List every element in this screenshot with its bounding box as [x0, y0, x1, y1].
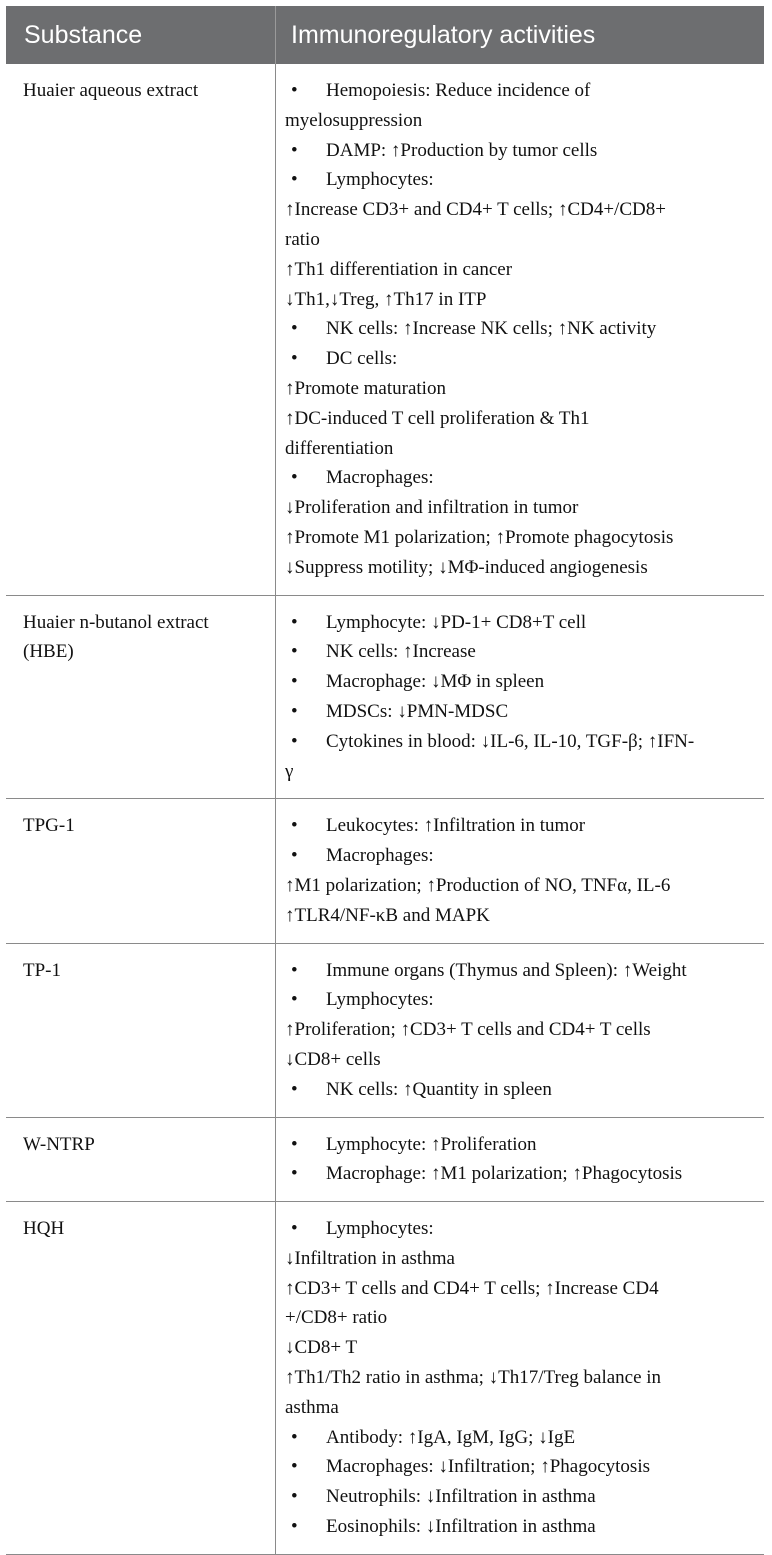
table-header: [6, 6, 764, 64]
activity-text: ↑CD3+ T cells and CD4+ T cells; ↑Increase CD4: [285, 1277, 659, 1299]
activity-text: ↑Th1/Th2 ratio in asthma; ↓Th17/Treg balance in: [285, 1367, 662, 1389]
activity-bullet-item: [285, 1130, 758, 1160]
activity-text: Antibody: ↑IgA, IgM, IgG; ↓IgE: [326, 1426, 576, 1448]
bullet-icon: •: [291, 641, 298, 663]
table-row: [6, 943, 764, 1117]
substance-name: Huaier n-butanol extract: [23, 611, 209, 633]
activity-text: ↑Promote maturation: [285, 377, 446, 399]
activity-text: NK cells: ↑Increase: [326, 641, 476, 663]
activity-bullet-item: [285, 1214, 758, 1244]
activity-text: ↓Suppress motility; ↓MΦ-induced angiogenesis: [285, 556, 648, 578]
activity-detail-line: [285, 1045, 758, 1075]
bullet-icon: •: [291, 169, 298, 191]
activity-detail-line: [285, 1363, 758, 1393]
activities-cell: [276, 596, 764, 799]
bullet-icon: •: [291, 989, 298, 1011]
activity-text: Immune organs (Thymus and Spleen): ↑Weight: [326, 959, 687, 981]
activity-bullet-item: [285, 136, 758, 166]
activity-detail-line: [285, 553, 758, 583]
table-row: [6, 1201, 764, 1554]
bullet-icon: •: [291, 318, 298, 340]
bullet-icon: •: [291, 1133, 298, 1155]
substance-name: W-NTRP: [23, 1133, 95, 1155]
activity-text: Macrophages: ↓Infiltration; ↑Phagocytosis: [326, 1456, 650, 1478]
activity-text: Lymphocyte: ↓PD-1+ CD8+T cell: [326, 611, 587, 633]
immunoregulatory-table: [6, 6, 764, 1555]
activity-text: Lymphocytes:: [326, 1218, 434, 1240]
activity-text: ↑Th1 differentiation in cancer: [285, 258, 513, 280]
substance-name: HQH: [23, 1218, 65, 1240]
activity-bullet-item: [285, 637, 758, 667]
activity-detail-line: [285, 404, 758, 434]
activity-bullet-item: [285, 1512, 758, 1542]
activity-text: Hemopoiesis: Reduce incidence of: [326, 80, 591, 101]
substance-cell: [6, 1118, 276, 1202]
activity-text: NK cells: ↑Quantity in spleen: [326, 1078, 552, 1100]
activity-text: Lymphocytes:: [326, 989, 434, 1011]
bullet-icon: •: [291, 730, 298, 752]
bullet-icon: •: [291, 80, 298, 101]
activity-detail-line: [285, 255, 758, 285]
substance-cell: [6, 944, 276, 1117]
activity-text: ↓CD8+ T: [285, 1337, 358, 1359]
activity-detail-line: [285, 757, 758, 787]
activity-text: DC cells:: [326, 348, 398, 370]
activity-bullet-item: [285, 1482, 758, 1512]
substance-name: (HBE): [23, 641, 74, 663]
activity-text: +/CD8+ ratio: [285, 1307, 388, 1329]
bullet-icon: •: [291, 700, 298, 722]
substance-cell: [6, 799, 276, 942]
activity-text: ↓Infiltration in asthma: [285, 1247, 455, 1269]
activity-text: Macrophages:: [326, 467, 434, 489]
bullet-icon: •: [291, 1456, 298, 1478]
activities-cell: [276, 944, 764, 1117]
table-row: [6, 64, 764, 595]
activity-text: Macrophage: ↑M1 polarization; ↑Phagocytosis: [326, 1163, 683, 1185]
bullet-icon: •: [291, 1516, 298, 1538]
activity-text: ↓CD8+ cells: [285, 1048, 381, 1070]
bullet-icon: •: [291, 959, 298, 981]
activity-bullet-item: [285, 1423, 758, 1453]
substance-cell: [6, 64, 276, 595]
bullet-icon: •: [291, 1426, 298, 1448]
activity-text: γ: [285, 760, 294, 782]
bullet-icon: •: [291, 139, 298, 161]
substance-name: Huaier aqueous extract: [23, 80, 199, 101]
activities-cell: [276, 64, 764, 595]
activity-text: ↓Proliferation and infiltration in tumor: [285, 497, 579, 519]
activities-cell: [276, 1202, 764, 1554]
activity-bullet-item: [285, 463, 758, 493]
activity-text: DAMP: ↑Production by tumor cells: [326, 139, 598, 161]
table-row: [6, 1117, 764, 1202]
bullet-icon: •: [291, 611, 298, 633]
activity-text: Leukocytes: ↑Infiltration in tumor: [326, 815, 586, 837]
bullet-icon: •: [291, 671, 298, 693]
table-row: [6, 595, 764, 799]
activity-text: Macrophages:: [326, 845, 434, 867]
activity-text: Neutrophils: ↓Infiltration in asthma: [326, 1486, 596, 1508]
activity-text: ↑M1 polarization; ↑Production of NO, TNFα, IL-6: [285, 874, 671, 896]
activity-text: Eosinophils: ↓Infiltration in asthma: [326, 1516, 596, 1538]
activities-cell: [276, 799, 764, 942]
activity-detail-line: [285, 106, 758, 136]
activity-detail-line: [285, 1393, 758, 1423]
activity-bullet-item: [285, 667, 758, 697]
bullet-icon: •: [291, 845, 298, 867]
activity-bullet-item: [285, 1075, 758, 1105]
bullet-icon: •: [291, 1078, 298, 1100]
substance-cell: [6, 1202, 276, 1554]
header-activities: Immunoregulatory activities: [291, 20, 596, 49]
activity-detail-line: [285, 225, 758, 255]
activity-text: asthma: [285, 1396, 339, 1418]
activity-text: Lymphocytes:: [326, 169, 434, 191]
header-substance: Substance: [6, 6, 276, 64]
activity-detail-line: [285, 1274, 758, 1304]
activity-text: myelosuppression: [285, 109, 423, 131]
activity-bullet-item: [285, 314, 758, 344]
activity-detail-line: [285, 374, 758, 404]
activity-text: ↑Proliferation; ↑CD3+ T cells and CD4+ T cells: [285, 1019, 651, 1041]
activity-text: Cytokines in blood: ↓IL-6, IL-10, TGF-β; ↑IFN-: [326, 730, 695, 752]
activity-text: ↑TLR4/NF-κB and MAPK: [285, 904, 490, 926]
activity-detail-line: [285, 901, 758, 931]
activity-text: ↑Increase CD3+ and CD4+ T cells; ↑CD4+/CD8+: [285, 199, 666, 221]
activity-bullet-item: [285, 841, 758, 871]
table-row: [6, 798, 764, 942]
activity-text: NK cells: ↑Increase NK cells; ↑NK activity: [326, 318, 657, 340]
activity-bullet-item: [285, 697, 758, 727]
activities-cell: [276, 1118, 764, 1202]
substance-cell: [6, 596, 276, 799]
activity-bullet-item: [285, 811, 758, 841]
activity-detail-line: [285, 1333, 758, 1363]
bullet-icon: •: [291, 1163, 298, 1185]
bullet-icon: •: [291, 1486, 298, 1508]
activity-detail-line: [285, 1303, 758, 1333]
activity-text: MDSCs: ↓PMN-MDSC: [326, 700, 509, 722]
substance-name: TP-1: [23, 959, 61, 981]
activity-bullet-item: [285, 1452, 758, 1482]
bullet-icon: •: [291, 348, 298, 370]
bullet-icon: •: [291, 815, 298, 837]
activity-bullet-item: [285, 608, 758, 638]
activity-bullet-item: [285, 727, 758, 757]
activity-text: ↓Th1,↓Treg, ↑Th17 in ITP: [285, 288, 487, 310]
activity-detail-line: [285, 493, 758, 523]
activity-text: ratio: [285, 228, 320, 250]
activity-bullet-item: [285, 344, 758, 374]
activity-text: ↑Promote M1 polarization; ↑Promote phagocytosis: [285, 526, 674, 548]
substance-name: TPG-1: [23, 815, 75, 837]
bullet-icon: •: [291, 467, 298, 489]
activity-text: Lymphocyte: ↑Proliferation: [326, 1133, 537, 1155]
activity-detail-line: [285, 285, 758, 315]
activity-text: Macrophage: ↓MΦ in spleen: [326, 671, 545, 693]
activity-bullet-item: [285, 165, 758, 195]
activity-detail-line: [285, 434, 758, 464]
bullet-icon: •: [291, 1218, 298, 1240]
activity-detail-line: [285, 871, 758, 901]
activity-detail-line: [285, 1244, 758, 1274]
activity-detail-line: [285, 523, 758, 553]
activity-text: ↑DC-induced T cell proliferation & Th1: [285, 407, 590, 429]
activity-bullet-item: [285, 1159, 758, 1189]
activity-bullet-item: [285, 956, 758, 986]
activity-detail-line: [285, 1015, 758, 1045]
activity-bullet-item: [285, 985, 758, 1015]
activity-detail-line: [285, 195, 758, 225]
activity-bullet-item: [285, 76, 758, 106]
table-body: [6, 64, 764, 1554]
activity-text: differentiation: [285, 437, 394, 459]
